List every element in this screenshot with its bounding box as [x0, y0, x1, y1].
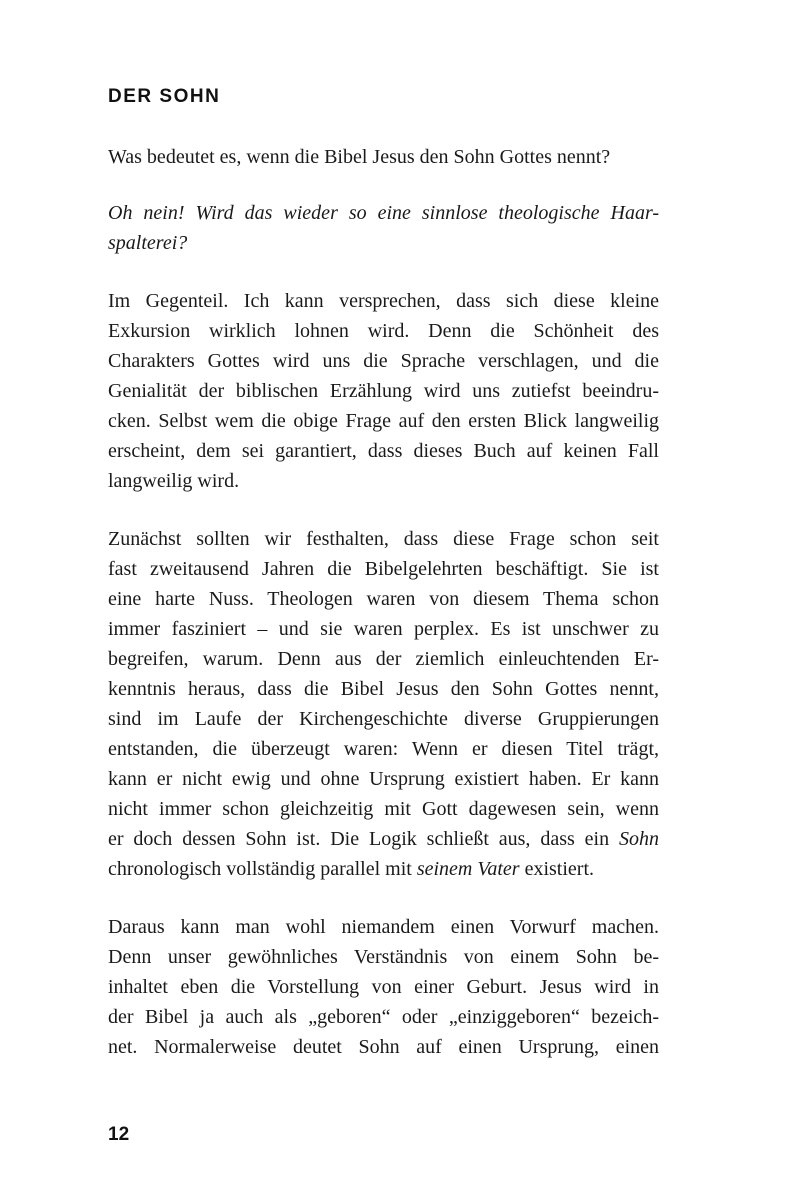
book-page	[108, 0, 659, 1190]
paragraph-line: Im Gegenteil. Ich kann versprechen, dass sich diese kleine	[108, 290, 659, 312]
paragraph-line	[108, 854, 659, 884]
question-line	[108, 142, 659, 172]
paragraph-line: Charakters Gottes wird uns die Sprache verschlagen, und die	[108, 350, 659, 372]
paragraph-3	[108, 912, 659, 1062]
objection-paragraph	[108, 198, 659, 258]
objection-line: Oh nein! Wird das wieder so eine sinnlose theologische Haar-	[108, 202, 659, 224]
page-number: 12	[108, 1124, 130, 1145]
paragraph-line: sind im Laufe der Kirchengeschichte diverse Gruppierungen	[108, 708, 659, 730]
paragraph-line: immer fasziniert – und sie waren perplex. Es ist unschwer zu	[108, 618, 659, 640]
question-text: Was bedeutet es, wenn die Bibel Jesus den Sohn Gottes nennt?	[108, 146, 611, 168]
paragraph-line: eine harte Nuss. Theologen waren von diesem Thema schon	[108, 588, 659, 610]
paragraph-line: nicht immer schon gleichzeitig mit Gott dagewesen sein, wenn	[108, 798, 659, 820]
paragraph-line: erscheint, dem sei garantiert, dass dieses Buch auf keinen Fall	[108, 440, 659, 462]
paragraph-line: Denn unser gewöhnliches Verständnis von einem Sohn be-	[108, 946, 659, 968]
paragraph-line: begreifen, warum. Denn aus der ziemlich einleuchtenden Er-	[108, 648, 659, 670]
chapter-heading: DER SOHN	[108, 86, 221, 107]
line-text: er doch dessen Sohn ist. Die Logik schließt aus, dass ein	[108, 828, 619, 850]
paragraph-line: cken. Selbst wem die obige Frage auf den ersten Blick langweilig	[108, 410, 659, 432]
paragraph-2	[108, 524, 659, 884]
paragraph-line: entstanden, die überzeugt waren: Wenn er diesen Titel trägt,	[108, 738, 659, 760]
paragraph-line: Zunächst sollten wir festhalten, dass diese Frage schon seit	[108, 528, 659, 550]
emphasis-text: seinem Vater	[416, 858, 520, 880]
paragraph-line: kenntnis heraus, dass die Bibel Jesus den Sohn Gottes nennt,	[108, 678, 659, 700]
paragraph-line: Exkursion wirklich lohnen wird. Denn die Schönheit des	[108, 320, 659, 342]
emphasis-text: Sohn	[619, 828, 659, 850]
line-text: existiert.	[519, 858, 595, 880]
objection-line: spalterei?	[108, 232, 188, 254]
paragraph-line: kann er nicht ewig und ohne Ursprung existiert haben. Er kann	[108, 768, 659, 790]
paragraph-line: Genialität der biblischen Erzählung wird uns zutiefst beeindru-	[108, 380, 659, 402]
paragraph-line: inhaltet eben die Vorstellung von einer Geburt. Jesus wird in	[108, 976, 659, 998]
paragraph-line: langweilig wird.	[108, 470, 240, 492]
paragraph-1	[108, 286, 659, 496]
paragraph-line: fast zweitausend Jahren die Bibelgelehrten beschäftigt. Sie ist	[108, 558, 659, 580]
paragraph-line	[108, 824, 659, 854]
paragraph-line: net. Normalerweise deutet Sohn auf einen Ursprung, einen	[108, 1036, 659, 1058]
paragraph-line: der Bibel ja auch als „geboren“ oder „einziggeboren“ bezeich-	[108, 1006, 659, 1028]
line-text: chronologisch vollständig parallel mit	[108, 858, 417, 880]
paragraph-line: Daraus kann man wohl niemandem einen Vorwurf machen.	[108, 916, 659, 938]
